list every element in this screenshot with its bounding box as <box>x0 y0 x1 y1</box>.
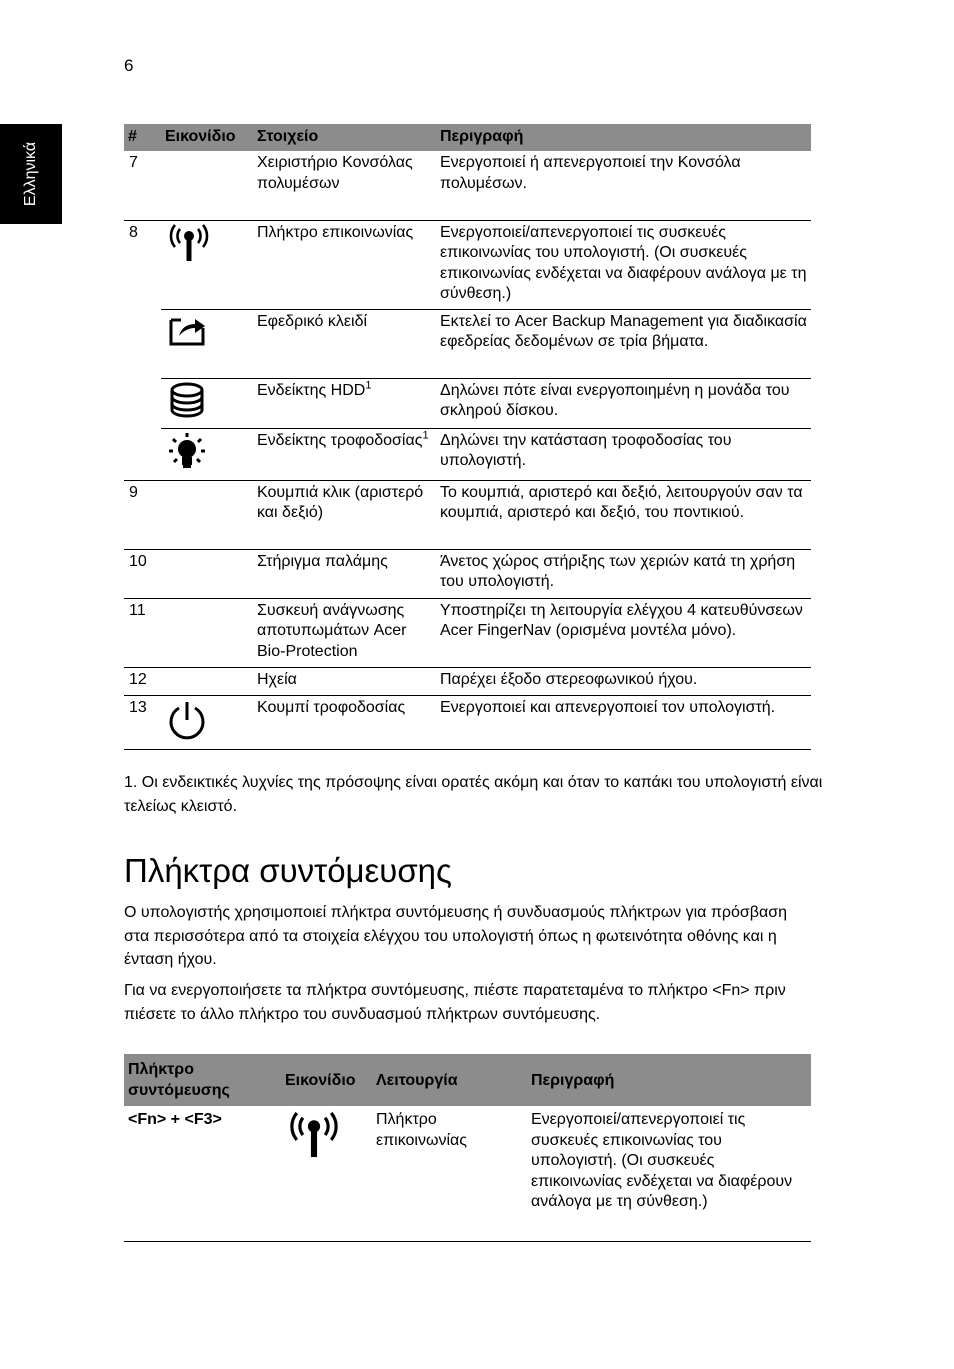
row-description: Ενεργοποιεί/απενεργοποιεί τις συσκευές επικοινωνίας του υπολογιστή. (Οι συσκευές επικοινωνίας ενδέχεται να διαφέρουν ανάλογα με τη σύνθεση.) <box>436 220 811 309</box>
table-row <box>124 428 811 480</box>
table-row <box>124 598 811 667</box>
language-tab-label: Ελληνικά <box>22 141 39 207</box>
paragraph-instructions: Για να ενεργοποιήσετε τα πλήκτρα συντόμευσης, πιέστε παρατεταμένα το πλήκτρο <Fn> πριν πιέσετε το άλλο πλήκτρο του συνδυασμού πλήκτρων συντόμευσης. <box>124 982 786 1023</box>
row-item: Χειριστήριο Κονσόλας πολυμέσων <box>253 151 436 220</box>
paragraph-intro: Ο υπολογιστής χρησιμοποιεί πλήκτρα συντόμευσης ή συνδυασμούς πλήκτρων για πρόσβαση στα περισσότερα από τα στοιχεία ελέγχου του υπολογιστή όπως η φωτεινότητα οθόνης και η ένταση ήχου. <box>124 904 788 968</box>
language-tab <box>0 124 62 224</box>
section-title: Πλήκτρα συντόμευσης <box>124 852 452 889</box>
components-table <box>124 124 811 750</box>
row-item: Στήριγμα παλάμης <box>253 549 436 598</box>
header-item: Στοιχείο <box>253 124 436 151</box>
header-icon: Εικονίδιο <box>281 1054 372 1106</box>
table-row <box>124 667 811 695</box>
row-number: 8 <box>129 223 138 241</box>
row-description: Δηλώνει πότε είναι ενεργοποιημένη η μονάδα του σκληρού δίσκου. <box>436 378 811 428</box>
table-row <box>124 480 811 549</box>
row-function: Πλήκτρο επικοινωνίας <box>372 1106 527 1241</box>
row-number: 7 <box>124 151 161 220</box>
hdd-indicator-icon <box>167 381 207 421</box>
row-description: Ενεργοποιεί ή απενεργοποιεί την Κονσόλα πολυμέσων. <box>436 151 811 220</box>
row-number: 12 <box>124 667 161 695</box>
row-number <box>124 309 161 378</box>
page-number: 6 <box>124 56 134 75</box>
row-description: Το κουμπιά, αριστερό και δεξιό, λειτουργούν σαν τα κουμπιά, αριστερό και δεξιό, του ποντικιού. <box>436 480 811 549</box>
table-row <box>124 309 811 378</box>
table-header-row <box>124 124 811 151</box>
table-row <box>124 151 811 220</box>
header-description: Περιγραφή <box>527 1054 811 1106</box>
row-item: Πλήκτρο επικοινωνίας <box>253 220 436 309</box>
table-row <box>124 220 811 309</box>
row-item: Ενδείκτης τροφοδοσίας$^1$ <box>253 428 436 480</box>
header-icon: Εικονίδιο <box>161 124 253 151</box>
header-number: # <box>124 124 161 151</box>
row-description: Δηλώνει την κατάσταση τροφοδοσίας του υπολογιστή. <box>436 428 811 480</box>
power-indicator-icon <box>167 431 207 471</box>
backup-key-icon <box>167 312 211 348</box>
table-row <box>124 1106 811 1241</box>
wireless-antenna-icon <box>167 223 211 263</box>
table-row <box>124 549 811 598</box>
header-description: Περιγραφή <box>436 124 811 151</box>
row-description: Εκτελεί το Acer Backup Management για διαδικασία εφεδρείας δεδομένων σε τρία βήματα. <box>436 309 811 378</box>
table-row <box>124 695 811 749</box>
table-header-row <box>124 1054 811 1106</box>
header-hotkey: Πλήκτρο συντόμευσης <box>124 1054 281 1106</box>
wireless-antenna-icon <box>287 1110 341 1160</box>
row-number: 9 <box>124 480 161 549</box>
row-item: Εφεδρικό κλειδί <box>253 309 436 378</box>
row-description: Υποστηρίζει τη λειτουργία ελέγχου 4 κατευθύνσεων Acer FingerNav (ορισμένα μοντέλα μόνο). <box>436 598 811 667</box>
row-item: Κουμπί τροφοδοσίας <box>253 695 436 749</box>
row-item: Συσκευή ανάγνωσης αποτυπωμάτων Acer Bio-Protection <box>253 598 436 667</box>
footnote: 1. Οι ενδεικτικές λυχνίες της πρόσοψης είναι ορατές ακόμη και όταν το καπάκι του υπολογιστή είναι τελείως κλειστό. <box>124 774 823 815</box>
row-number: 10 <box>124 549 161 598</box>
row-hotkey: <Fn> + <F3> <box>124 1106 281 1241</box>
power-button-icon <box>167 698 207 742</box>
row-item: Κουμπιά κλικ (αριστερό και δεξιό) <box>253 480 436 549</box>
row-description: Άνετος χώρος στήριξης των χεριών κατά τη χρήση του υπολογιστή. <box>436 549 811 598</box>
row-item: Ενδείκτης HDD$^1$ <box>253 378 436 428</box>
row-item: Ηχεία <box>253 667 436 695</box>
row-description: Ενεργοποιεί/απενεργοποιεί τις συσκευές επικοινωνίας του υπολογιστή. (Οι συσκευές επικοινωνίας ενδέχεται να διαφέρουν ανάλογα με τη σύνθεση.) <box>527 1106 811 1241</box>
hotkeys-table <box>124 1054 811 1242</box>
row-number <box>124 428 161 480</box>
table-row <box>124 378 811 428</box>
row-description: Ενεργοποιεί και απενεργοποιεί τον υπολογιστή. <box>436 695 811 749</box>
row-number: 11 <box>124 598 161 667</box>
row-number <box>124 378 161 428</box>
row-number: 13 <box>124 695 161 749</box>
header-function: Λειτουργία <box>372 1054 527 1106</box>
row-description: Παρέχει έξοδο στερεοφωνικού ήχου. <box>436 667 811 695</box>
